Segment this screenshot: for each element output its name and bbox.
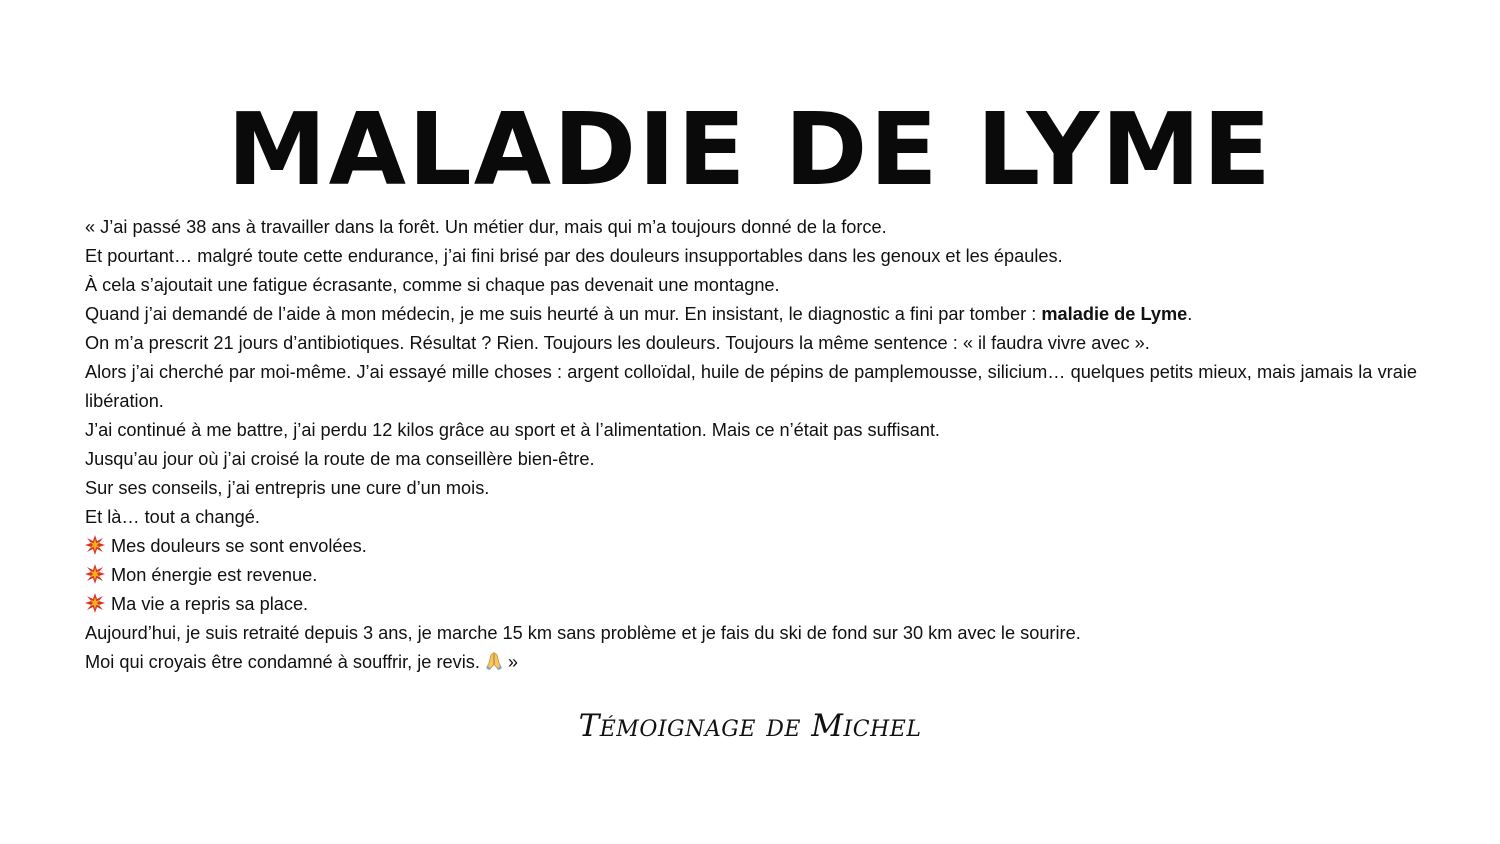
text-line: Aujourd’hui, je suis retraité depuis 3 ans, je marche 15 km sans problème et je fais du ski de fond sur 30 km avec le sourire. xyxy=(85,623,1081,643)
page-title: MALADIE DE LYME xyxy=(227,91,1273,208)
diagnosis-highlight: maladie de Lyme xyxy=(1041,304,1188,324)
text-line: On m’a prescrit 21 jours d’antibiotiques. Résultat ? Rien. Toujours les douleurs. Toujours la même sentence : « il faudra vivre avec ». xyxy=(85,333,1150,353)
text-line: J’ai continué à me battre, j’ai perdu 12 kilos grâce au sport et à l’alimentation. Mais ce n’était pas suffisant. xyxy=(85,420,940,440)
praying-hands-emoji-icon xyxy=(484,651,504,671)
bullet-line xyxy=(85,561,1417,590)
testimonial-text xyxy=(85,213,1417,677)
text-segment: Quand j’ai demandé de l’aide à mon médecin, je me suis heurté à un mur. En insistant, le diagnostic a fini par tomber : xyxy=(85,304,1042,324)
text-line: Et pourtant… malgré toute cette endurance, j’ai fini brisé par des douleurs insupportables dans les genoux et les épaules. xyxy=(85,246,1063,266)
text-line: À cela s’ajoutait une fatigue écrasante, comme si chaque pas devenait une montagne. xyxy=(85,275,780,295)
text-line: Alors j’ai cherché par moi-même. J’ai essayé mille choses : argent colloïdal, huile de pépins de pamplemousse, silicium… quelques petits mieux, mais jamais la vraie libération. xyxy=(85,362,1417,411)
text-line: Et là… tout a changé. xyxy=(85,507,260,527)
text-line-final xyxy=(85,648,1417,677)
bullet-line xyxy=(85,590,1417,619)
collision-emoji-icon xyxy=(85,535,105,555)
bullet-text: Ma vie a repris sa place. xyxy=(111,594,309,614)
collision-emoji-icon xyxy=(85,593,105,613)
text-segment: . xyxy=(1187,304,1193,324)
bullet-text: Mon énergie est revenue. xyxy=(111,565,318,585)
bullet-line xyxy=(85,532,1417,561)
text-line: « J’ai passé 38 ans à travailler dans la forêt. Un métier dur, mais qui m’a toujours donné de la force. xyxy=(85,217,887,237)
text-line: Jusqu’au jour où j’ai croisé la route de ma conseillère bien-être. xyxy=(85,449,595,469)
text-line-diagnosis xyxy=(85,300,1417,329)
text-line: Sur ses conseils, j’ai entrepris une cure d’un mois. xyxy=(85,478,490,498)
testimonial-signature: Témoignage de Michel xyxy=(578,708,922,744)
bullet-text: Mes douleurs se sont envolées. xyxy=(111,536,367,556)
collision-emoji-icon xyxy=(85,564,105,584)
closing-quote: » xyxy=(507,652,519,672)
text-segment: Moi qui croyais être condamné à souffrir, je revis. xyxy=(85,652,480,672)
